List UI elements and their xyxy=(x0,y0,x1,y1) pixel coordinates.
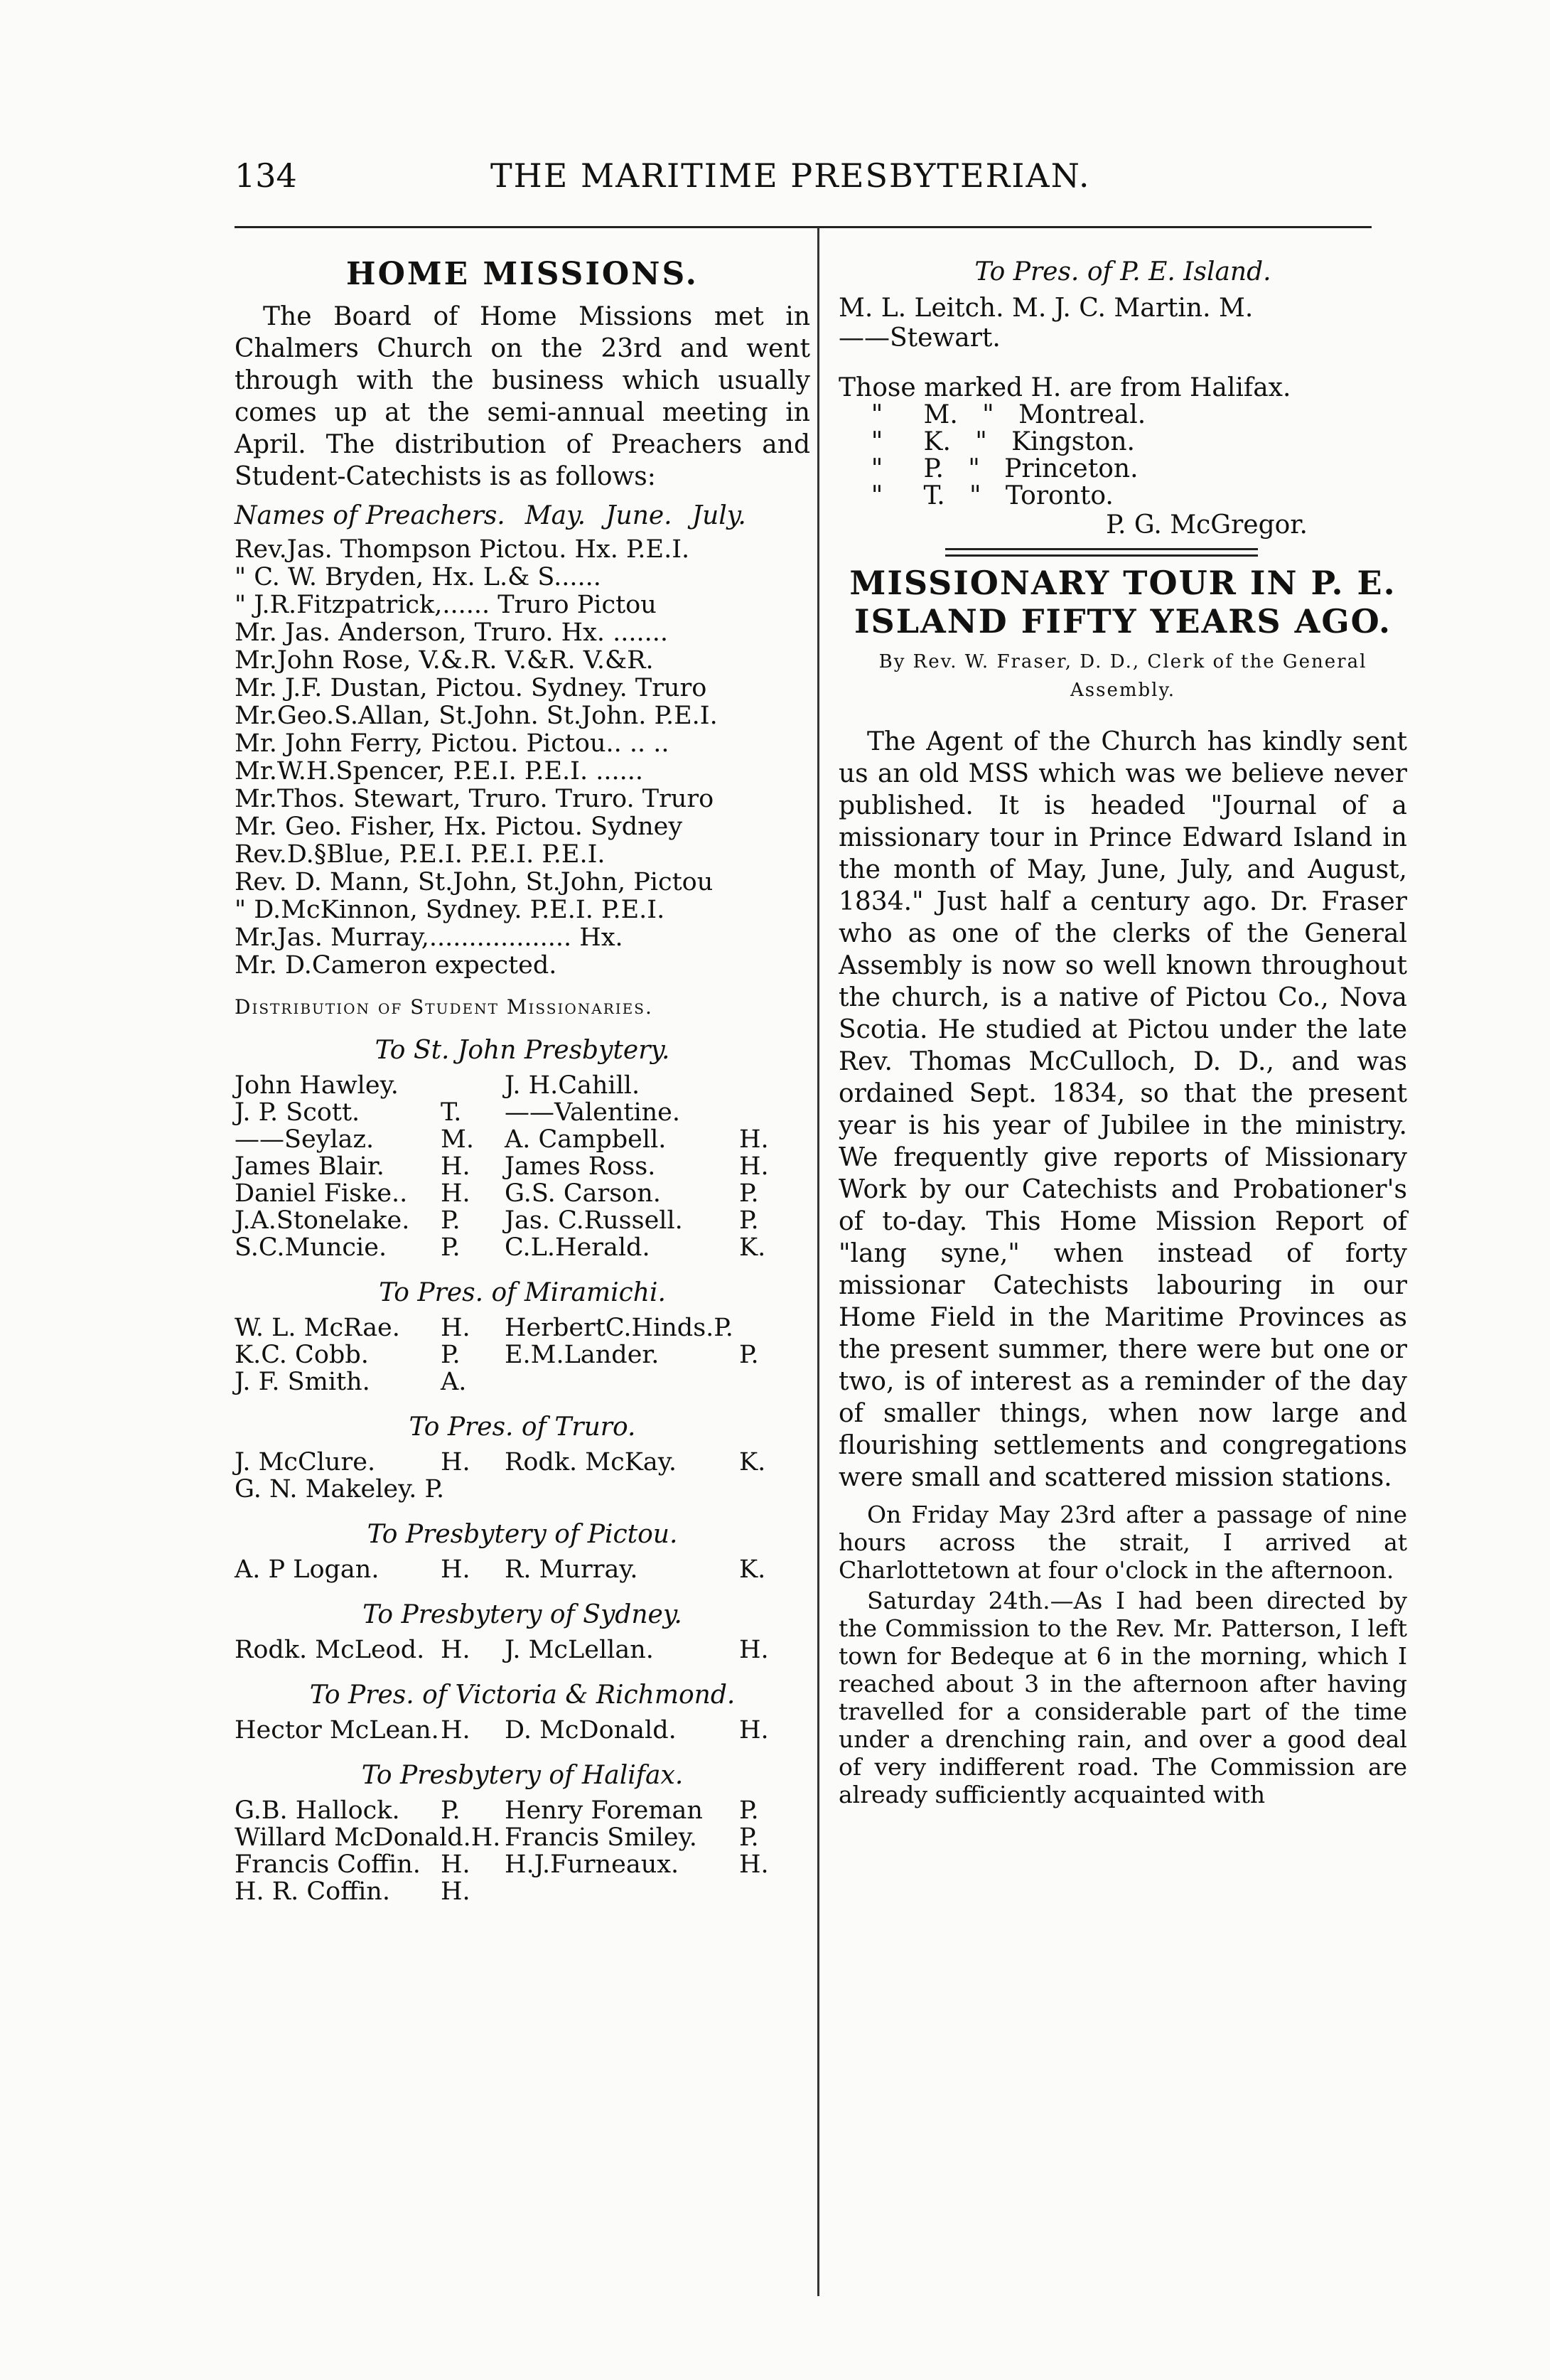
missionary-cell: J.A.Stonelake. xyxy=(235,1206,410,1235)
preachers-header xyxy=(235,500,810,532)
presbytery-heading: To Presbytery of Sydney. xyxy=(362,1600,682,1629)
missionary-cell: C.L.Herald. xyxy=(505,1233,650,1262)
missionary-table xyxy=(235,1636,810,1663)
missionary-cell: J. McClure. xyxy=(235,1448,376,1476)
missionary-cell: J. F. Smith. xyxy=(235,1368,370,1396)
missionary-cell: D. McDonald. xyxy=(505,1716,677,1744)
missionary-cell xyxy=(441,1072,505,1099)
preacher-row: Mr.Geo.S.Allan, St.John. St.John. P.E.I. xyxy=(235,702,718,730)
missionary-cell: T. xyxy=(441,1098,462,1127)
left-column xyxy=(235,256,810,1905)
missionary-cell xyxy=(505,1476,739,1503)
article-paragraph: The Agent of the Church has kindly sent us an old MSS which was we believe never published. It is headed "Journal of a missionary tour in Prince Edward Island in the month of May, June, July, and August, 1834." Just half a century ago. Dr. Fraser who as one of the clerks of the General Assembly is now so well known throughout the church, is a native of Pictou Co., Nova Scotia. He studied at Pictou under the late Rev. Thomas McCulloch, D. D., and was ordained Sept. 1834, so that the present year is his year of Jubilee in the ministry. We frequently give reports of Missionary Work by our Catechists and Probationer's of to-day. This Home Mission Report of "lang syne," when instead of forty missionar Catechists labouring in our Home Field in the Maritime Provinces as the present summer, there were but one or two, is of interest as a reminder of the day of smaller things, when now large and flourishing settlements and congregations were small and scattered mission stations. xyxy=(839,727,1407,1492)
missionary-cell: H. xyxy=(739,1850,769,1879)
missionary-cell xyxy=(441,1476,505,1503)
pei-line: ——Stewart. xyxy=(839,323,1001,353)
preacher-row: Mr. D.Cameron expected. xyxy=(235,952,557,980)
missionary-cell: John Hawley. xyxy=(235,1071,399,1100)
missionary-cell: Francis Coffin. xyxy=(235,1850,421,1879)
missionary-cell: A. xyxy=(441,1368,467,1396)
preacher-row: Mr.Jas. Murray,.................. Hx. xyxy=(235,924,623,952)
preacher-row: Mr. Geo. Fisher, Hx. Pictou. Sydney xyxy=(235,813,683,841)
missionary-cell: James Ross. xyxy=(505,1152,656,1181)
missionary-cell: G.S. Carson. xyxy=(505,1179,661,1208)
missionary-cell: H. xyxy=(441,1448,470,1476)
section-double-rule xyxy=(945,548,1258,557)
missionary-table xyxy=(235,1556,810,1583)
preachers-col-name: Names of Preachers. xyxy=(235,501,505,530)
missionary-table xyxy=(235,1797,810,1905)
missionary-cell: H. xyxy=(441,1152,470,1181)
home-missions-intro: The Board of Home Missions met in Chalmers Church on the 23rd and went through with the business which usually comes up at the semi-annual meeting in April. The distribution of Preachers and Student-Catechists is as follows: xyxy=(235,302,810,491)
missionary-cell: K. xyxy=(739,1448,766,1476)
missionary-cell xyxy=(505,1368,739,1395)
presbytery-heading: To Presbytery of Halifax. xyxy=(361,1761,684,1790)
station-legend xyxy=(839,375,1407,510)
home-missions-title: HOME MISSIONS. xyxy=(346,256,699,292)
missionary-cell xyxy=(739,1314,789,1341)
preacher-row: Mr.Thos. Stewart, Truro. Truro. Truro xyxy=(235,786,714,813)
missionary-cell: H.J.Furneaux. xyxy=(505,1850,679,1879)
missionary-cell: H. xyxy=(441,1636,470,1664)
missionary-cell: H. xyxy=(739,1152,769,1181)
preacher-row: " C. W. Bryden, Hx. L.& S...... xyxy=(235,564,601,591)
missionary-cell xyxy=(739,1878,789,1905)
missionary-cell xyxy=(739,1099,789,1126)
preacher-row: Mr. Jas. Anderson, Truro. Hx. ....... xyxy=(235,619,669,647)
preachers-col-july: July. xyxy=(691,501,746,530)
header-rule xyxy=(235,226,1372,228)
missionary-cell: P. xyxy=(739,1341,759,1369)
legend-line: " M. " Montreal. xyxy=(839,400,1146,429)
missionary-cell: James Blair. xyxy=(235,1152,384,1181)
missionary-cell: W. L. McRae. xyxy=(235,1314,400,1342)
missionary-cell: P. xyxy=(739,1179,759,1208)
right-column xyxy=(839,256,1407,1811)
missionary-cell: P. xyxy=(739,1796,759,1825)
missionary-cell xyxy=(739,1476,789,1503)
preacher-row: Rev.Jas. Thompson Pictou. Hx. P.E.I. xyxy=(235,536,690,564)
missionary-cell: A. P Logan. xyxy=(235,1555,380,1584)
preacher-row: " J.R.Fitzpatrick,...... Truro Pictou xyxy=(235,591,657,619)
missionary-cell: Rodk. McKay. xyxy=(505,1448,677,1476)
missionary-cell xyxy=(739,1368,789,1395)
legend-line: " K. " Kingston. xyxy=(839,427,1135,456)
page-number: 134 xyxy=(235,156,297,195)
missionary-cell: J. McLellan. xyxy=(505,1636,654,1664)
missionary-cell: Rodk. McLeod. xyxy=(235,1636,425,1664)
preacher-row: Mr. John Ferry, Pictou. Pictou.. .. .. xyxy=(235,730,669,758)
legend-line: " P. " Princeton. xyxy=(839,454,1139,483)
article-byline: By Rev. W. Fraser, D. D., Clerk of the General Assembly. xyxy=(878,651,1367,701)
missionary-table xyxy=(235,1314,810,1395)
preacher-row: " D.McKinnon, Sydney. P.E.I. P.E.I. xyxy=(235,896,665,924)
missionary-cell: P. xyxy=(441,1233,461,1262)
missionary-cell: H. xyxy=(739,1636,769,1664)
preachers-col-june: June. xyxy=(606,501,672,530)
missionary-cell: H. xyxy=(441,1877,470,1906)
missionary-table xyxy=(235,1072,810,1261)
missionary-cell: G. N. Makeley. P. xyxy=(235,1475,445,1503)
presbytery-heading: To Pres. of Truro. xyxy=(409,1413,636,1442)
missionary-cell: P. xyxy=(739,1206,759,1235)
missionary-cell: Francis Smiley. xyxy=(505,1823,697,1852)
preacher-row: Mr.W.H.Spencer, P.E.I. P.E.I. ...... xyxy=(235,758,643,786)
preacher-row: Mr. J.F. Dustan, Pictou. Sydney. Truro xyxy=(235,675,707,702)
missionary-cell xyxy=(441,1824,505,1851)
missionary-cell: K.C. Cobb. xyxy=(235,1341,369,1369)
missionary-table xyxy=(235,1717,810,1744)
missionary-cell: ——Valentine. xyxy=(505,1098,681,1127)
missionary-cell: P. xyxy=(441,1206,461,1235)
pei-line: M. L. Leitch. M. J. C. Martin. M. xyxy=(839,294,1254,323)
presbytery-heading: To St. John Presbytery. xyxy=(375,1036,670,1065)
missionary-cell: H. xyxy=(441,1555,470,1584)
pei-heading: To Pres. of P. E. Island. xyxy=(974,257,1271,286)
missionary-cell: Henry Foreman xyxy=(505,1796,703,1825)
missionary-table xyxy=(235,1449,810,1503)
article-paragraph: On Friday May 23rd after a passage of nine hours across the strait, I arrived at Charlottetown at four o'clock in the afternoon. xyxy=(839,1501,1407,1584)
missionary-cell xyxy=(505,1878,739,1905)
missionary-cell: H. xyxy=(441,1314,470,1342)
missionary-cell: J. H.Cahill. xyxy=(505,1071,640,1100)
legend-line: Those marked H. are from Halifax. xyxy=(839,373,1291,402)
missionary-cell: Willard McDonald.H. xyxy=(235,1823,501,1852)
running-title: THE MARITIME PRESBYTERIAN. xyxy=(490,156,1091,195)
missionary-cell: H. xyxy=(441,1716,470,1744)
distribution-heading: Distribution of Student Missionaries. xyxy=(235,995,653,1019)
missionary-cell: Hector McLean. xyxy=(235,1716,439,1744)
missionary-cell: J. P. Scott. xyxy=(235,1098,360,1127)
missionary-cell: M. xyxy=(441,1125,474,1154)
missionary-cell: P. xyxy=(441,1341,461,1369)
missionary-cell: Daniel Fiske.. xyxy=(235,1179,408,1208)
legend-line: " T. " Toronto. xyxy=(839,481,1114,510)
preachers-col-may: May. xyxy=(524,501,586,530)
missionary-cell: H. xyxy=(739,1716,769,1744)
missionary-cell: K. xyxy=(739,1233,766,1262)
missionary-cell: H. xyxy=(441,1179,470,1208)
missionary-cell: H. R. Coffin. xyxy=(235,1877,390,1906)
presbytery-heading: To Pres. of Victoria & Richmond. xyxy=(309,1681,736,1710)
missionary-cell: K. xyxy=(739,1555,766,1584)
missionary-cell: A. Campbell. xyxy=(505,1125,667,1154)
missionary-cell: S.C.Muncie. xyxy=(235,1233,387,1262)
student-missionary-groups xyxy=(235,1034,810,1905)
missionary-cell: R. Murray. xyxy=(505,1555,638,1584)
missionary-cell: ——Seylaz. xyxy=(235,1125,375,1154)
missionary-cell xyxy=(739,1072,789,1099)
missionary-cell: HerbertC.Hinds.P. xyxy=(505,1314,733,1342)
missionary-cell: P. xyxy=(739,1823,759,1852)
article-title: MISSIONARY TOUR IN P. E. ISLAND FIFTY YEARS AGO. xyxy=(849,564,1396,640)
missionary-cell: E.M.Lander. xyxy=(505,1341,660,1369)
missionary-cell: P. xyxy=(441,1796,461,1825)
article-paragraph: Saturday 24th.—As I had been directed by the Commission to the Rev. Mr. Patterson, I left town for Bedeque at 6 in the morning, which I reached about 3 in the afternoon after having travelled for a considerable part of the time under a drenching rain, and over a good deal of very indifferent road. The Commission are already sufficiently acquainted with xyxy=(839,1587,1407,1808)
preacher-row: Mr.John Rose, V.&.R. V.&R. V.&R. xyxy=(235,647,654,675)
missionary-cell: H. xyxy=(441,1850,470,1879)
missionary-cell: H. xyxy=(739,1125,769,1154)
column-divider xyxy=(817,227,819,2296)
preacher-row: Rev.D.§Blue, P.E.I. P.E.I. P.E.I. xyxy=(235,841,606,869)
preacher-row: Rev. D. Mann, St.John, St.John, Pictou xyxy=(235,869,714,896)
preachers-list xyxy=(235,536,810,980)
missionary-cell: Jas. C.Russell. xyxy=(505,1206,683,1235)
signature: P. G. McGregor. xyxy=(1106,510,1308,540)
presbytery-heading: To Pres. of Miramichi. xyxy=(379,1278,666,1307)
presbytery-heading: To Presbytery of Pictou. xyxy=(367,1520,678,1549)
missionary-cell: G.B. Hallock. xyxy=(235,1796,400,1825)
